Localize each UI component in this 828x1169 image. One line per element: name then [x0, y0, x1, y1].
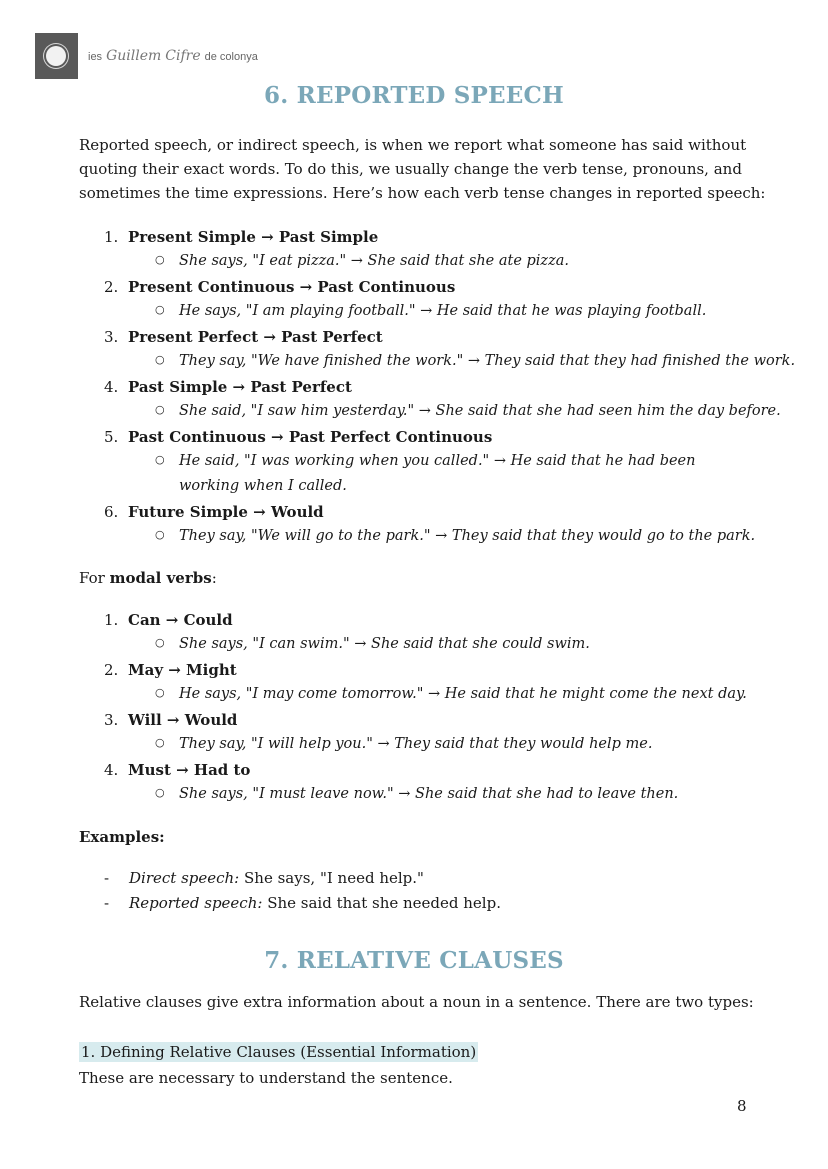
tense-rule: 6. Future Simple → Would — [104, 503, 324, 521]
section-7-intro: Relative clauses give extra information about a noun in a sentence. There are two types: — [79, 993, 754, 1011]
modal-rule: 4. Must → Had to — [104, 761, 251, 779]
tense-rule: 5. Past Continuous → Past Perfect Continuous — [104, 428, 493, 446]
modal-rule: 1. Can → Could — [104, 611, 233, 629]
school-logo — [35, 33, 258, 79]
section-7-title: 7. RELATIVE CLAUSES — [264, 947, 564, 974]
section-6-intro: Reported speech, or indirect speech, is when we report what someone has said without quoting their exact words. To do this, we usually change the verb tense, pronouns, and sometimes the time expressions. Here’s how each verb tense changes in reported speech: — [79, 136, 766, 202]
section-6-title: 6. REPORTED SPEECH — [264, 82, 564, 109]
modal-rule: 2. May → Might — [104, 661, 237, 679]
logo-wordmark: ies Guillem Cifre de colonya — [88, 48, 258, 64]
defining-clauses-heading: 1. Defining Relative Clauses (Essential Information) — [81, 1043, 477, 1061]
logo-emblem — [35, 33, 78, 79]
modal-verbs-intro: For modal verbs: — [79, 569, 217, 587]
page-number: 8 — [737, 1097, 747, 1115]
defining-clauses-text: These are necessary to understand the sentence. — [79, 1069, 453, 1087]
tense-rule: 1. Present Simple → Past Simple — [104, 228, 379, 246]
tense-rule: 3. Present Perfect → Past Perfect — [104, 328, 383, 346]
modal-rule: 3. Will → Would — [104, 711, 238, 729]
examples-label: Examples: — [79, 828, 165, 846]
tense-rule: 4. Past Simple → Past Perfect — [104, 378, 352, 396]
document-page: ies Guillem Cifre de colonya 6. REPORTED SPEECH Reported speech, or indirect speech, is when we report what someone has said without quoting their exact words. To do this, we usually change the verb tense, pronouns, and sometimes the time expressions. Here’s how each verb tense changes in reported speech: 1. Present Simple → Past Simple ○ She says, "I eat pizza." → She said that she ate pizza. 2. Present Continuous → Past Continuous ○ He says, "I am playing football." → He said that he was playing football. 3. Present Perfect → Past Perfect ○ They say, "We have finished the work." → They said that they had finished the work. 4. Past Simple → Past Perfect ○ She said, "I saw him yesterday." → She said that she had seen him the day before. 5. Past Continuous → Past Perfect Continuous ○ He said, "I was working when you called." → He said that he had been working when I called. 6. Future Simple → Would ○ They say, "We will go to the park." → They said that they would go to the park. For modal verbs: 1. Can → Could ○ She says, "I can swim." → She said that she could swim. 2. May → Might ○ He says, "I may come tomorrow." → He said that he might come the next day. 3. Will → Would ○ They say, "I will help you." → They said that they would help me. 4. Must → Had to ○ She says, "I must leave now." → She said that she had to leave then. Examples: - Direct speech: She says, "I need help." - Reported speech: She said that she needed help. 7. RELATIVE CLAUSES Relative clauses give extra information about a noun in a sentence. There are two types: 1. Defining Relative Clauses (Essential Information) These are necessary to understand the sentence. 8 — [0, 0, 828, 1169]
tense-example: He said, "I was working when you called." → He said that he had been working when I called. — [179, 453, 696, 494]
tense-rule: 2. Present Continuous → Past Continuous — [104, 278, 456, 296]
